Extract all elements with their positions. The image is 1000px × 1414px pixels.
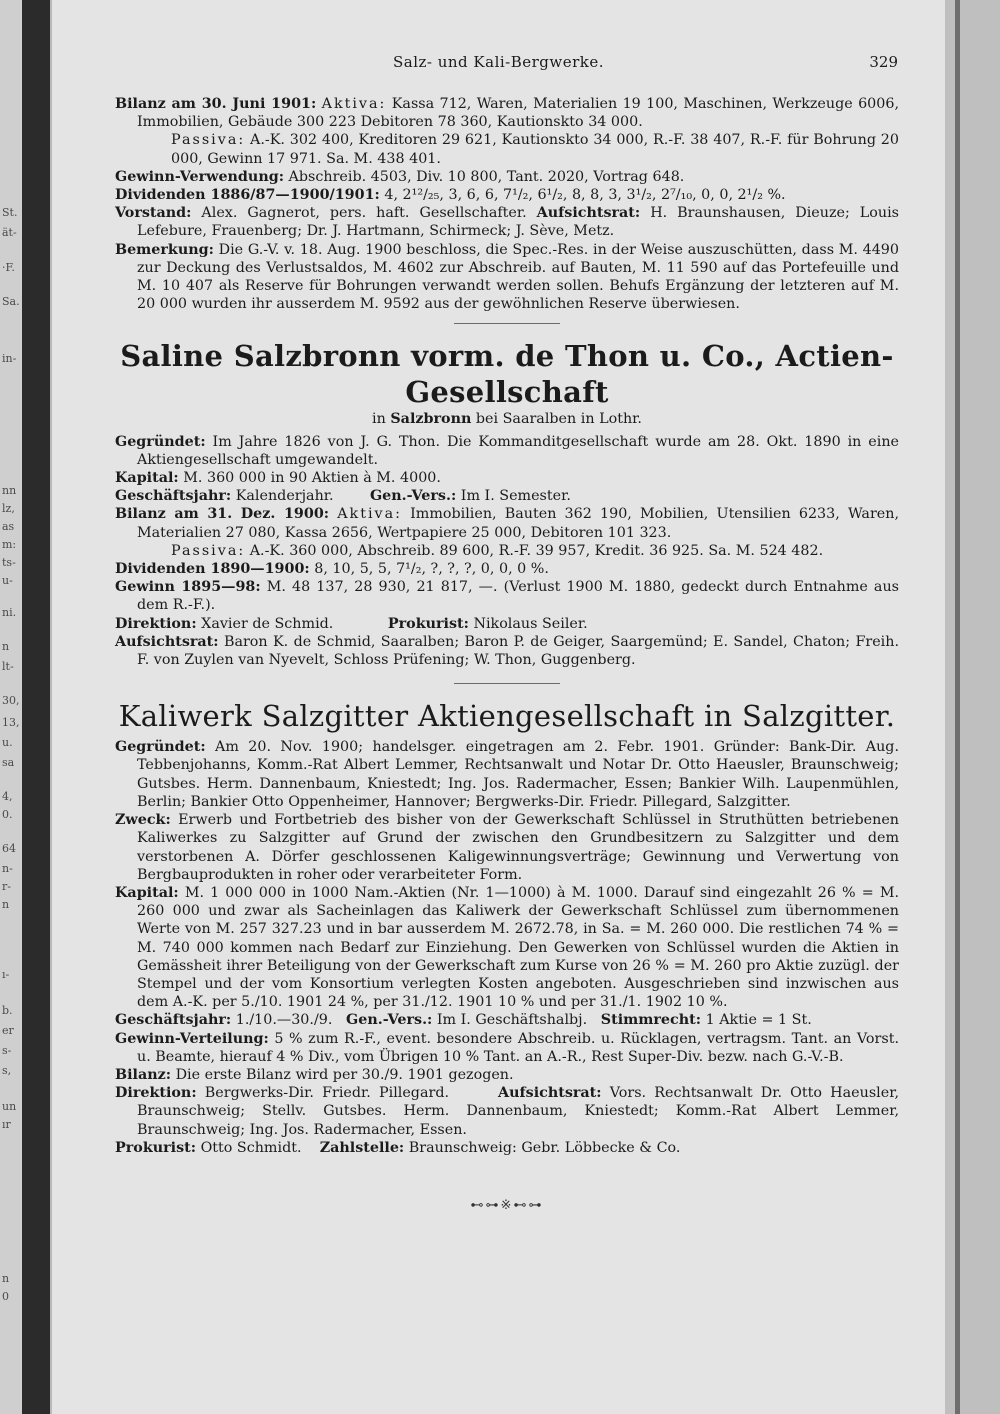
dividenden-paragraph: [115, 186, 899, 204]
field-text: 4, 2¹²/₂₅, 3, 6, 6, 7¹/₂, 6¹/₂, 8, 8, 3, 3¹/₂, 2⁷/₁₀, 0, 0, 2¹/₂ %.: [384, 187, 786, 204]
margin-fragment: ·F.: [2, 261, 15, 274]
margin-fragment: n-: [2, 862, 13, 875]
margin-fragment: s,: [2, 1064, 12, 1077]
margin-fragment: in-: [2, 352, 17, 365]
field-text: Xavier de Schmid.: [201, 615, 334, 632]
section-title: Salz- und Kali-Bergwerke.: [392, 53, 605, 71]
field-text: Im Jahre 1826 von J. G. Thon. Die Kommanditgesellschaft wurde am 28. Okt. 1890 in eine Aktiengesellschaft umgewandelt.: [137, 433, 899, 468]
page-content: [115, 95, 899, 1215]
field-text: Otto Schmidt.: [200, 1139, 302, 1156]
field-text: Die G.-V. v. 18. Aug. 1900 beschloss, die Spec.-Res. in der Weise auszuschütten, dass M. 4490 zur Deckung des Verlustsaldos, M. 4602 zur Abschreib. auf Bauten, M. 11 590 auf das Portefeuille und M. 10 407 als Reserve für Bohrungen verwandt werden sollen. Behufs Ergänzung der letzteren auf M. 20 000 wurden ihr ausserdem M. 9592 aus der gewöhnlichen Reserve überwiesen.: [137, 241, 900, 313]
margin-fragment: sa: [2, 756, 15, 769]
field-label: Bilanz am 31. Dez. 1900:: [115, 506, 330, 523]
gegruendet-paragraph: [115, 433, 899, 469]
gegruendet-paragraph: [115, 738, 899, 811]
field-label: Dividenden 1886/87—1900/1901:: [115, 187, 380, 204]
field-text: Im I. Geschäftshalbj.: [436, 1012, 588, 1029]
field-label: Gewinn-Verwendung:: [115, 168, 284, 185]
location-place: Salzbronn: [390, 411, 472, 428]
field-text: 1./10.—30./9.: [235, 1012, 333, 1029]
field-text: Baron K. de Schmid, Saaralben; Baron P. de Geiger, Saargemünd; E. Sandel, Chaton; Freih. F. von Zuylen van Nyevelt, Schloss Prüfening; W. Thon, Guggenberg.: [137, 633, 899, 669]
vorstand-paragraph: [115, 204, 899, 240]
company-title: Saline Salzbronn vorm. de Thon u. Co., Actien-Gesellschaft: [120, 339, 894, 410]
field-label: Gewinn 1895—98:: [115, 579, 261, 596]
zweck-paragraph: [115, 811, 899, 884]
aktiva-label: Aktiva:: [321, 96, 387, 112]
margin-fragment: u.: [2, 736, 13, 749]
margin-fragment: 30,: [2, 694, 20, 707]
margin-fragment: s-: [2, 1044, 12, 1057]
field-label: Kapital:: [115, 470, 179, 487]
location-prefix: in: [372, 411, 386, 428]
margin-fragment: nn: [2, 484, 17, 497]
field-label: Stimmrecht:: [600, 1012, 702, 1029]
margin-fragment: 13,: [2, 716, 20, 729]
passiva-paragraph: [115, 131, 899, 167]
bilanz-paragraph: [115, 95, 899, 131]
margin-fragment: St.: [2, 206, 18, 219]
field-text: 1 Aktie = 1 St.: [705, 1012, 812, 1029]
field-label: Geschäftsjahr:: [115, 488, 232, 505]
section-divider: [454, 323, 560, 324]
field-label: Geschäftsjahr:: [115, 1012, 232, 1029]
field-label: Kapital:: [115, 884, 179, 901]
field-label: Gegründet:: [115, 739, 206, 756]
passiva-label: Passiva:: [171, 542, 246, 559]
page-right-edge: [944, 0, 1000, 1414]
field-label: Gen.-Vers.:: [346, 1012, 433, 1029]
margin-fragment: m:: [2, 538, 17, 551]
field-label: Zweck:: [115, 812, 171, 829]
aktiva-text: Immobilien, Bauten 362 190, Mobilien, Utensilien 6233, Waren, Materialien 27 080, Kassa 2656, Wertpapiere 25 000, Debitoren 101 323.: [137, 506, 899, 541]
field-text: Braunschweig: Gebr. Löbbecke & Co.: [408, 1139, 681, 1156]
field-text: Die erste Bilanz wird per 30./9. 1901 gezogen.: [175, 1066, 514, 1083]
bilanz-paragraph: [115, 1066, 899, 1084]
margin-fragment: u-: [2, 574, 13, 587]
field-text: Im I. Semester.: [460, 488, 571, 505]
aktiva-text: Kassa 712, Waren, Materialien 19 100, Maschinen, Werkzeuge 6006, Immobilien, Gebäude 300 223 Debitoren 78 360, Kautionskto 34 000.: [137, 96, 900, 131]
field-text: Alex. Gagnerot, pers. haft. Gesellschafter.: [201, 205, 527, 222]
entry-previous-company: [115, 95, 899, 313]
margin-fragment: ät-: [2, 226, 17, 239]
field-text: Nikolaus Seiler.: [473, 615, 588, 632]
field-text: Abschreib. 4503, Div. 10 800, Tant. 2020, Vortrag 648.: [288, 168, 685, 185]
kapital-paragraph: [115, 469, 899, 487]
margin-fragment: lt-: [2, 660, 14, 673]
page-edge-shadow: [955, 0, 960, 1414]
aktiva-label: Aktiva:: [337, 506, 402, 523]
field-text: Erwerb und Fortbetrieb des bisher von der Gewerkschaft Schlüssel in Struthütten betriebenen Kaliwerkes zu Salzgitter auf Grund der zwischen den Grundbesitzern zu Salzgitter und dem verstorbenen A. Dörfer geschlossenen Kaligewinnungsverträge; Gewinnung und Verwertung von Bergbauprodukten in roher oder verarbeiteter Form.: [137, 812, 899, 883]
field-label: Direktion:: [115, 615, 197, 632]
gewinn-verteilung-paragraph: [115, 1030, 899, 1066]
margin-fragment: 64: [2, 842, 16, 855]
bemerkung-paragraph: [115, 241, 899, 314]
geschaeftsjahr-paragraph: [115, 1011, 899, 1029]
margin-fragment: ni.: [2, 606, 17, 619]
field-label: Bemerkung:: [115, 241, 214, 258]
gewinn-paragraph: [115, 578, 899, 614]
field-text: Bergwerks-Dir. Friedr. Pillegard.: [204, 1085, 450, 1102]
margin-fragment: ır: [2, 1118, 11, 1131]
entry-saline-salzbronn: [115, 338, 899, 669]
field-text: M. 360 000 in 90 Aktien à M. 4000.: [183, 470, 441, 487]
margin-fragment: ts-: [2, 556, 16, 569]
field-label: Vorstand:: [115, 205, 192, 222]
margin-fragment: n: [2, 1272, 10, 1285]
margin-fragment: ı-: [2, 968, 10, 981]
field-label: Bilanz am 30. Juni 1901:: [115, 96, 317, 112]
location-suffix: bei Saaralben in Lothr.: [475, 411, 642, 428]
end-ornament: ⊷⊶※⊷⊶: [470, 1197, 544, 1213]
passiva-label: Passiva:: [171, 132, 246, 149]
prokurist-paragraph: [115, 1139, 899, 1157]
field-label: Gegründet:: [115, 433, 206, 450]
field-text: Vors. Rechtsanwalt Dr. Otto Haeusler, Braunschweig; Stellv. Gutsbes. Herm. Dannenbaum, Kniestedt; Komm.-Rat Albert Lemmer, Braunschweig; Ing. Jos. Radermacher, Essen.: [137, 1085, 899, 1138]
direktion-paragraph: [115, 1084, 899, 1139]
margin-fragment: 4,: [2, 790, 13, 803]
margin-fragment: r-: [2, 880, 11, 893]
field-label: Zahlstelle:: [319, 1139, 405, 1156]
margin-fragment: b.: [2, 1004, 13, 1017]
field-text: Kalenderjahr.: [235, 488, 334, 505]
page-number: 329: [869, 53, 898, 71]
margin-fragment: un: [2, 1100, 17, 1113]
kapital-paragraph: [115, 884, 899, 1011]
field-label: Aufsichtsrat:: [498, 1085, 602, 1102]
margin-fragment: lz,: [2, 502, 15, 515]
field-label: Gewinn-Verteilung:: [115, 1030, 269, 1047]
margin-fragment: 0.: [2, 808, 13, 821]
margin-fragment: n: [2, 640, 10, 653]
margin-fragment: as: [2, 520, 15, 533]
company-location: [115, 410, 899, 428]
geschaeftsjahr-paragraph: [115, 487, 899, 505]
field-label: Aufsichtsrat:: [536, 205, 641, 222]
field-text: M. 1 000 000 in 1000 Nam.-Aktien (Nr. 1—1000) à M. 1000. Darauf sind eingezahlt 26 % = M. 260 000 und zwar als Sacheinlagen das Kaliwerk der Gewerkschaft Schlüssel zum übernommenen Werte von M. 257 327.23 und in bar ausserdem M. 2672.78, in Sa. = M. 260 000. Die restlichen 74 % = M. 740 000 kommen nach Bedarf zur Einziehung. Den Gewerken von Schlüssel wurden die Aktien in Gemässheit ihrer Beteiligung von der Gewerkschaft zum Kurse von 26 % = M. 260 pro Aktie zuzügl. der Stempel und der vom Konsortium verlegten Kosten angeboten. Ausgeschrieben sind inzwischen aus dem A.-K. per 5./10. 1901 24 %, per 31./12. 1901 10 % und per 31./1. 1902 10 %.: [137, 884, 900, 1011]
bilanz-paragraph: [115, 505, 899, 541]
margin-fragment: n: [2, 898, 10, 911]
field-label: Prokurist:: [387, 615, 469, 632]
aufsichtsrat-paragraph: [115, 633, 899, 669]
gewinn-paragraph: [115, 168, 899, 186]
entry-kaliwerk-salzgitter: [115, 698, 899, 1157]
book-spine: [22, 0, 50, 1414]
dividenden-paragraph: [115, 560, 899, 578]
field-label: Dividenden 1890—1900:: [115, 561, 310, 578]
passiva-paragraph: [115, 542, 899, 560]
book-page: [52, 0, 945, 1414]
field-label: Bilanz:: [115, 1066, 172, 1083]
field-label: Aufsichtsrat:: [115, 633, 219, 650]
field-text: 5 % zum R.-F., event. besondere Abschreib. u. Rücklagen, vertragsm. Tant. an Vorst. u. Beamte, hierauf 4 % Div., vom Übrigen 10 % Tant. an A.-R., Rest Super-Div. bezw. nach G.-V.-B.: [137, 1030, 899, 1065]
field-text: H. Braunshausen, Dieuze; Louis Lefebure, Frauenberg; Dr. J. Hartmann, Schirmeck; J. Sève, Metz.: [137, 205, 899, 240]
field-label: Gen.-Vers.:: [369, 488, 457, 505]
company-title: Kaliwerk Salzgitter Aktiengesellschaft in Salzgitter.: [118, 699, 896, 734]
margin-fragment: 0: [2, 1290, 9, 1303]
field-text: 8, 10, 5, 5, 7¹/₂, ?, ?, ?, 0, 0, 0 %.: [314, 561, 549, 578]
section-divider: [454, 683, 560, 684]
field-label: Prokurist:: [115, 1139, 197, 1156]
direktion-paragraph: [115, 615, 899, 633]
field-label: Direktion:: [115, 1085, 197, 1102]
running-header: [52, 53, 945, 75]
field-text: Am 20. Nov. 1900; handelsger. eingetragen am 2. Febr. 1901. Gründer: Bank-Dir. Aug. Tebbenjohanns, Komm.-Rat Albert Lemmer, Rechtsanwalt und Notar Dr. Otto Haeusler, Braunschweig; Gutsbes. Herm. Dannenbaum, Kniestedt; Ing. Jos. Radermacher, Essen; Bankier Wilh. Laupenmühlen, Berlin; Bankier Otto Oppenheimer, Hannover; Bergwerks-Dir. Friedr. Pillegard, Salzgitter.: [137, 739, 899, 810]
margin-fragment: er: [2, 1024, 14, 1037]
margin-fragment: Sa.: [2, 295, 20, 308]
passiva-text: A.-K. 302 400, Kreditoren 29 621, Kautionskto 34 000, R.-F. 38 407, R.-F. für Bohrung 20 000, Gewinn 17 971. Sa. M. 438 401.: [171, 132, 899, 167]
passiva-text: A.-K. 360 000, Abschreib. 89 600, R.-F. 39 957, Kredit. 36 925. Sa. M. 524 482.: [249, 542, 824, 559]
field-text: M. 48 137, 28 930, 21 817, —. (Verlust 1900 M. 1880, gedeckt durch Entnahme aus dem R.-F.).: [137, 579, 899, 614]
